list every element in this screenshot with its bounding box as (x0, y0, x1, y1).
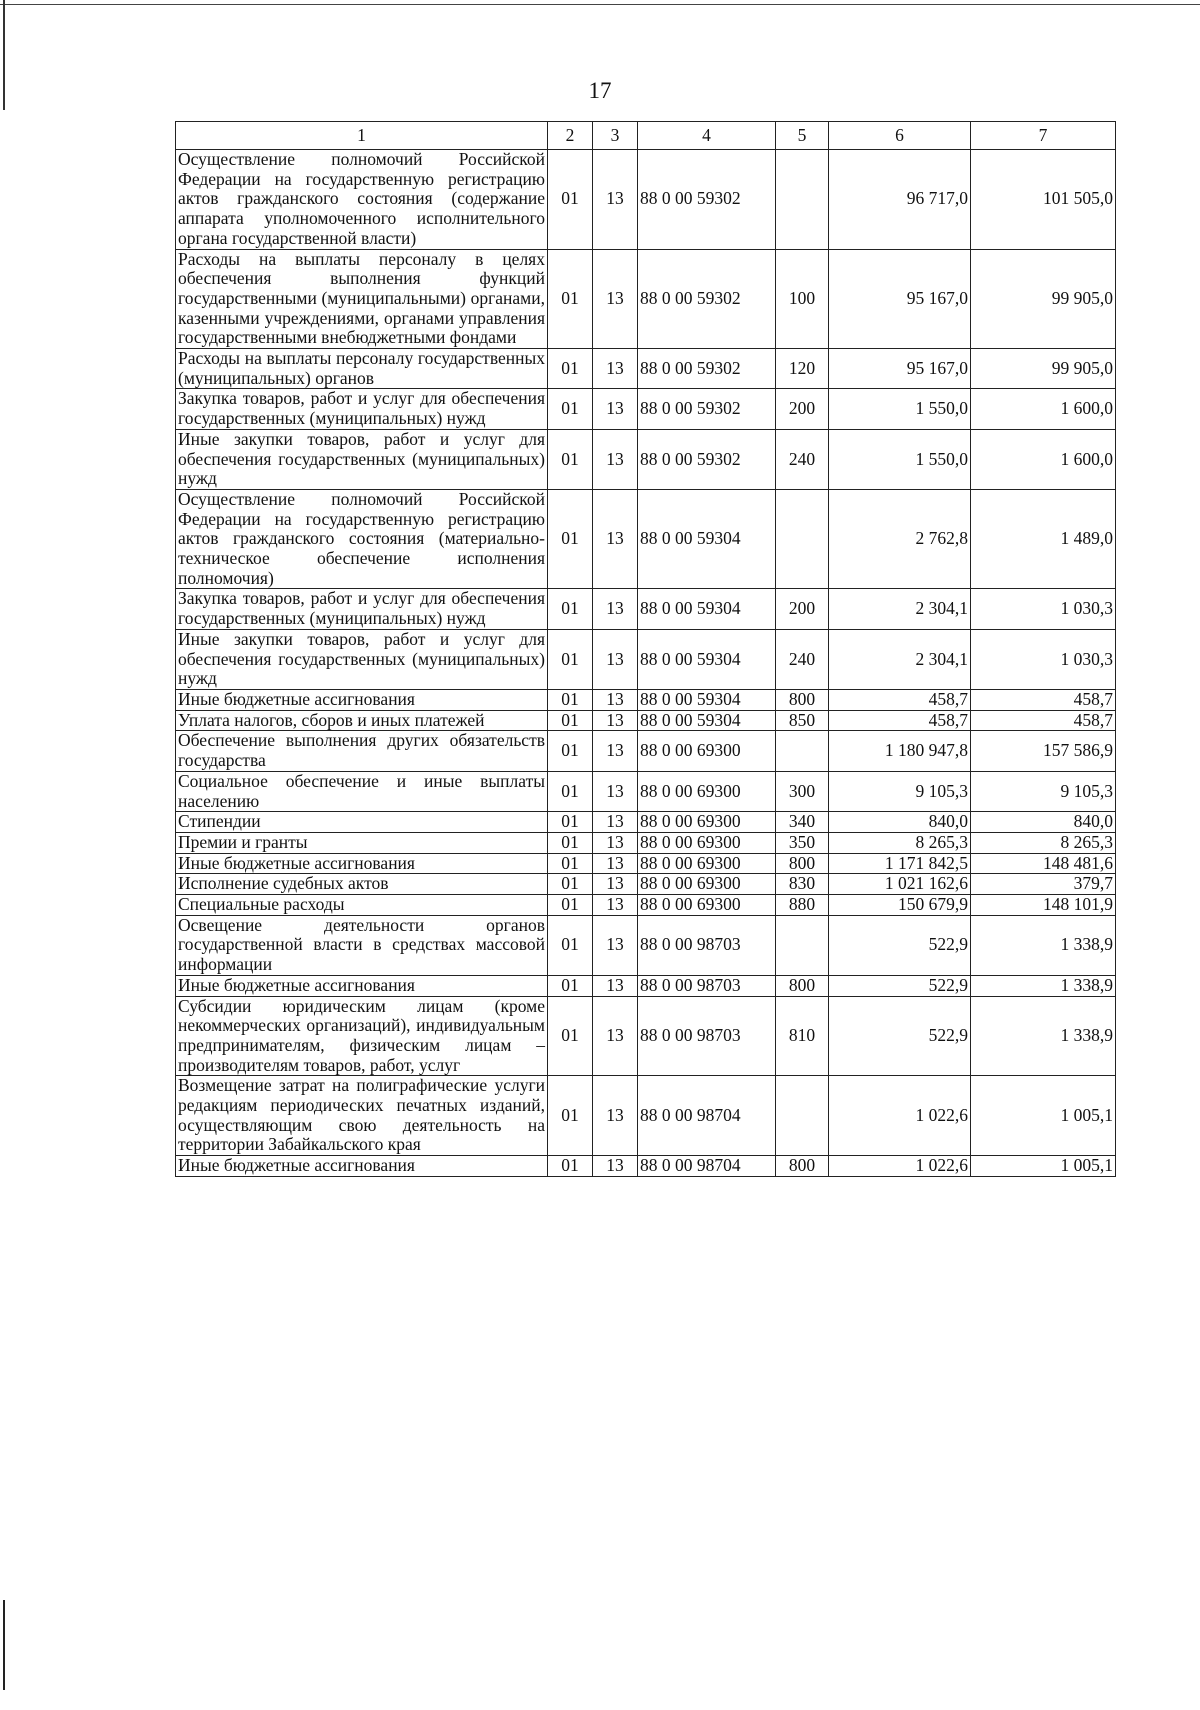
table-row (176, 853, 1116, 874)
row-name: Иные закупки товаров, работ и услуг для обеспечения государственных (муниципальных) нужд (176, 629, 548, 689)
row-target-article: 88 0 00 59302 (638, 249, 776, 349)
row-amount-year-2: 1 489,0 (971, 489, 1116, 589)
row-amount-year-2: 1 600,0 (971, 389, 1116, 429)
row-subsection: 13 (593, 996, 638, 1076)
row-section: 01 (548, 589, 593, 629)
row-subsection: 13 (593, 874, 638, 895)
row-expense-type: 810 (776, 996, 829, 1076)
scan-edge-top (0, 4, 1200, 5)
table-row (176, 489, 1116, 589)
table-row (176, 249, 1116, 349)
row-section: 01 (548, 771, 593, 811)
row-expense-type: 240 (776, 429, 829, 489)
row-name: Исполнение судебных актов (176, 874, 548, 895)
row-section: 01 (548, 389, 593, 429)
row-subsection: 13 (593, 1076, 638, 1156)
row-amount-year-2: 840,0 (971, 812, 1116, 833)
row-subsection: 13 (593, 975, 638, 996)
row-section: 01 (548, 895, 593, 916)
table-row (176, 832, 1116, 853)
row-amount-year-1: 95 167,0 (829, 349, 971, 389)
row-amount-year-1: 2 304,1 (829, 629, 971, 689)
row-amount-year-1: 1 021 162,6 (829, 874, 971, 895)
row-target-article: 88 0 00 98703 (638, 996, 776, 1076)
column-header: 1 (176, 122, 548, 150)
row-name: Иные закупки товаров, работ и услуг для обеспечения государственных (муниципальных) нужд (176, 429, 548, 489)
table-header-row (176, 122, 1116, 150)
row-expense-type (776, 1076, 829, 1156)
row-section: 01 (548, 915, 593, 975)
row-target-article: 88 0 00 69300 (638, 895, 776, 916)
row-target-article: 88 0 00 59304 (638, 489, 776, 589)
row-expense-type: 120 (776, 349, 829, 389)
row-subsection: 13 (593, 689, 638, 710)
row-section: 01 (548, 874, 593, 895)
row-expense-type: 340 (776, 812, 829, 833)
column-header: 2 (548, 122, 593, 150)
row-name: Иные бюджетные ассигнования (176, 853, 548, 874)
row-subsection: 13 (593, 915, 638, 975)
table-row (176, 429, 1116, 489)
table-body (176, 150, 1116, 1177)
row-subsection: 13 (593, 731, 638, 771)
row-target-article: 88 0 00 98704 (638, 1156, 776, 1177)
row-target-article: 88 0 00 69300 (638, 771, 776, 811)
row-name: Осуществление полномочий Российской Федерации на государственную регистрацию актов гражданского состояния (материально-техническое обеспечение исполнения полномочия) (176, 489, 548, 589)
row-amount-year-2: 101 505,0 (971, 150, 1116, 250)
row-target-article: 88 0 00 59304 (638, 589, 776, 629)
row-amount-year-1: 150 679,9 (829, 895, 971, 916)
row-expense-type: 850 (776, 710, 829, 731)
row-section: 01 (548, 975, 593, 996)
row-amount-year-1: 1 180 947,8 (829, 731, 971, 771)
row-amount-year-1: 95 167,0 (829, 249, 971, 349)
row-section: 01 (548, 150, 593, 250)
row-amount-year-1: 458,7 (829, 689, 971, 710)
row-amount-year-1: 9 105,3 (829, 771, 971, 811)
row-subsection: 13 (593, 489, 638, 589)
table-row (176, 349, 1116, 389)
row-amount-year-1: 1 550,0 (829, 429, 971, 489)
table-row (176, 874, 1116, 895)
row-amount-year-2: 99 905,0 (971, 349, 1116, 389)
table-row (176, 731, 1116, 771)
row-amount-year-2: 1 005,1 (971, 1156, 1116, 1177)
row-section: 01 (548, 731, 593, 771)
row-section: 01 (548, 629, 593, 689)
row-amount-year-1: 1 550,0 (829, 389, 971, 429)
table-row (176, 389, 1116, 429)
row-amount-year-2: 157 586,9 (971, 731, 1116, 771)
row-amount-year-1: 522,9 (829, 915, 971, 975)
page-number: 17 (588, 78, 612, 103)
row-expense-type: 800 (776, 1156, 829, 1177)
row-target-article: 88 0 00 69300 (638, 812, 776, 833)
table-row (176, 710, 1116, 731)
row-section: 01 (548, 429, 593, 489)
row-amount-year-1: 840,0 (829, 812, 971, 833)
row-amount-year-2: 1 338,9 (971, 915, 1116, 975)
row-name: Иные бюджетные ассигнования (176, 689, 548, 710)
row-amount-year-1: 522,9 (829, 975, 971, 996)
row-name: Обеспечение выполнения других обязательств государства (176, 731, 548, 771)
row-section: 01 (548, 489, 593, 589)
row-expense-type (776, 489, 829, 589)
row-name: Осуществление полномочий Российской Федерации на государственную регистрацию актов гражданского состояния (содержание аппарата уполномоченного исполнительного органа государственной власти) (176, 150, 548, 250)
table-row (176, 689, 1116, 710)
row-subsection: 13 (593, 389, 638, 429)
row-subsection: 13 (593, 1156, 638, 1177)
row-section: 01 (548, 349, 593, 389)
row-amount-year-1: 1 022,6 (829, 1076, 971, 1156)
row-expense-type (776, 150, 829, 250)
row-expense-type: 200 (776, 389, 829, 429)
row-amount-year-2: 1 030,3 (971, 629, 1116, 689)
row-amount-year-1: 8 265,3 (829, 832, 971, 853)
row-subsection: 13 (593, 710, 638, 731)
row-section: 01 (548, 832, 593, 853)
row-subsection: 13 (593, 629, 638, 689)
budget-table (175, 121, 1116, 1177)
row-expense-type: 800 (776, 975, 829, 996)
row-amount-year-1: 96 717,0 (829, 150, 971, 250)
row-amount-year-2: 458,7 (971, 689, 1116, 710)
row-section: 01 (548, 996, 593, 1076)
row-amount-year-1: 2 762,8 (829, 489, 971, 589)
row-amount-year-2: 458,7 (971, 710, 1116, 731)
row-name: Субсидии юридическим лицам (кроме некоммерческих организаций), индивидуальным предпринимателям, физическим лицам – производителям товаров, работ, услуг (176, 996, 548, 1076)
table-row (176, 629, 1116, 689)
row-name: Уплата налогов, сборов и иных платежей (176, 710, 548, 731)
row-section: 01 (548, 689, 593, 710)
row-target-article: 88 0 00 98703 (638, 915, 776, 975)
row-amount-year-2: 1 338,9 (971, 996, 1116, 1076)
row-amount-year-2: 148 481,6 (971, 853, 1116, 874)
table-row (176, 589, 1116, 629)
row-expense-type: 800 (776, 689, 829, 710)
row-name: Специальные расходы (176, 895, 548, 916)
column-header: 7 (971, 122, 1116, 150)
row-target-article: 88 0 00 59302 (638, 389, 776, 429)
row-amount-year-1: 1 171 842,5 (829, 853, 971, 874)
row-amount-year-1: 1 022,6 (829, 1156, 971, 1177)
table-row (176, 150, 1116, 250)
row-expense-type: 240 (776, 629, 829, 689)
row-subsection: 13 (593, 589, 638, 629)
row-amount-year-2: 99 905,0 (971, 249, 1116, 349)
row-section: 01 (548, 812, 593, 833)
row-target-article: 88 0 00 59302 (638, 349, 776, 389)
row-name: Расходы на выплаты персоналу государственных (муниципальных) органов (176, 349, 548, 389)
row-amount-year-1: 458,7 (829, 710, 971, 731)
row-target-article: 88 0 00 69300 (638, 874, 776, 895)
table-row (176, 975, 1116, 996)
column-header: 4 (638, 122, 776, 150)
row-subsection: 13 (593, 249, 638, 349)
row-expense-type: 100 (776, 249, 829, 349)
row-expense-type: 200 (776, 589, 829, 629)
row-name: Закупка товаров, работ и услуг для обеспечения государственных (муниципальных) нужд (176, 589, 548, 629)
table-row (176, 996, 1116, 1076)
row-name: Закупка товаров, работ и услуг для обеспечения государственных (муниципальных) нужд (176, 389, 548, 429)
row-section: 01 (548, 1076, 593, 1156)
row-name: Иные бюджетные ассигнования (176, 975, 548, 996)
row-amount-year-1: 2 304,1 (829, 589, 971, 629)
column-header: 6 (829, 122, 971, 150)
row-name: Расходы на выплаты персоналу в целях обеспечения выполнения функций государственными (муниципальными) органами, казенными учреждениями, органами управления государственными внебюджетными фондами (176, 249, 548, 349)
table-row (176, 1156, 1116, 1177)
row-amount-year-2: 379,7 (971, 874, 1116, 895)
scan-edge-left-lower (3, 1600, 5, 1690)
table-row (176, 771, 1116, 811)
row-target-article: 88 0 00 59302 (638, 150, 776, 250)
table-row (176, 1076, 1116, 1156)
row-amount-year-2: 8 265,3 (971, 832, 1116, 853)
row-name: Возмещение затрат на полиграфические услуги редакциям периодических печатных изданий, осуществляющим свою деятельность на территории Забайкальского края (176, 1076, 548, 1156)
row-target-article: 88 0 00 59304 (638, 710, 776, 731)
row-target-article: 88 0 00 98704 (638, 1076, 776, 1156)
row-section: 01 (548, 853, 593, 874)
row-section: 01 (548, 1156, 593, 1177)
row-expense-type (776, 915, 829, 975)
row-target-article: 88 0 00 69300 (638, 832, 776, 853)
row-subsection: 13 (593, 812, 638, 833)
row-name: Социальное обеспечение и иные выплаты населению (176, 771, 548, 811)
row-section: 01 (548, 710, 593, 731)
row-subsection: 13 (593, 349, 638, 389)
row-section: 01 (548, 249, 593, 349)
row-expense-type: 350 (776, 832, 829, 853)
row-subsection: 13 (593, 429, 638, 489)
row-name: Премии и гранты (176, 832, 548, 853)
row-subsection: 13 (593, 853, 638, 874)
row-subsection: 13 (593, 832, 638, 853)
row-expense-type: 300 (776, 771, 829, 811)
row-expense-type: 830 (776, 874, 829, 895)
row-amount-year-2: 148 101,9 (971, 895, 1116, 916)
column-header: 5 (776, 122, 829, 150)
row-target-article: 88 0 00 69300 (638, 731, 776, 771)
table-row (176, 915, 1116, 975)
row-name: Освещение деятельности органов государственной власти в средствах массовой информации (176, 915, 548, 975)
row-target-article: 88 0 00 59302 (638, 429, 776, 489)
row-expense-type: 880 (776, 895, 829, 916)
row-expense-type: 800 (776, 853, 829, 874)
row-amount-year-2: 9 105,3 (971, 771, 1116, 811)
row-target-article: 88 0 00 59304 (638, 689, 776, 710)
row-target-article: 88 0 00 69300 (638, 853, 776, 874)
row-amount-year-2: 1 030,3 (971, 589, 1116, 629)
row-amount-year-2: 1 600,0 (971, 429, 1116, 489)
row-amount-year-1: 522,9 (829, 996, 971, 1076)
row-amount-year-2: 1 338,9 (971, 975, 1116, 996)
column-header: 3 (593, 122, 638, 150)
row-subsection: 13 (593, 150, 638, 250)
row-amount-year-2: 1 005,1 (971, 1076, 1116, 1156)
row-expense-type (776, 731, 829, 771)
row-target-article: 88 0 00 98703 (638, 975, 776, 996)
row-subsection: 13 (593, 895, 638, 916)
row-name: Стипендии (176, 812, 548, 833)
row-name: Иные бюджетные ассигнования (176, 1156, 548, 1177)
row-subsection: 13 (593, 771, 638, 811)
table-row (176, 895, 1116, 916)
row-target-article: 88 0 00 59304 (638, 629, 776, 689)
table-row (176, 812, 1116, 833)
